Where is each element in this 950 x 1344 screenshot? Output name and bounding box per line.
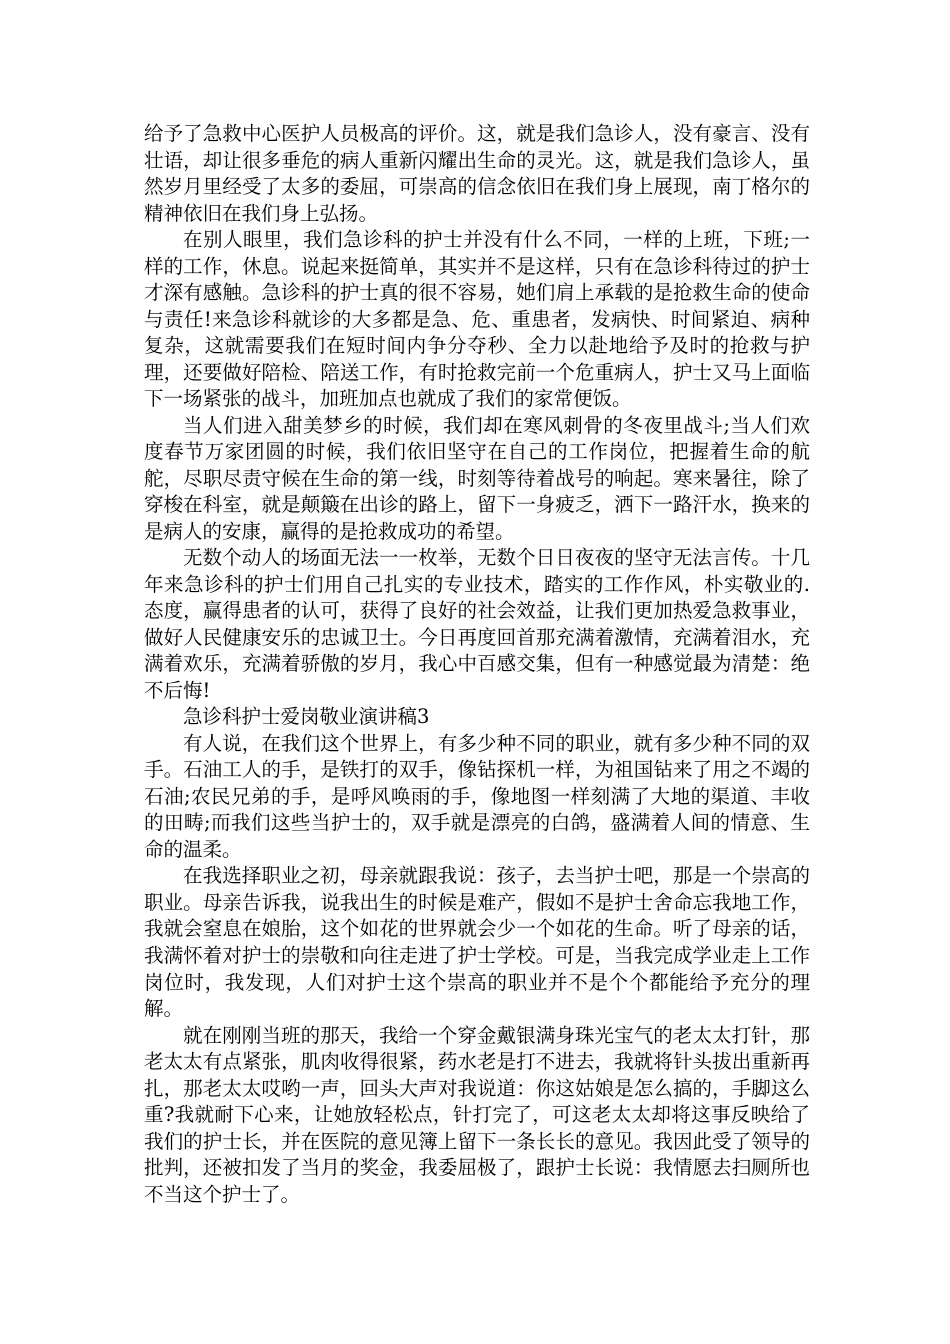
paragraph-1: 给予了急救中心医护人员极高的评价。这，就是我们急诊人，没有豪言、没有壮语，却让很多垂危的病人重新闪耀出生命的灵光。这，就是我们急诊人，虽然岁月里经受了太多的委屈，可崇高的信念依旧在我们身上展现，南丁格尔的精神依旧在我们身上弘扬。 bbox=[144, 122, 810, 225]
paragraph-2: 在别人眼里，我们急诊科的护士并没有什么不同，一样的上班，下班;一样的工作，休息。说起来挺简单，其实并不是这样，只有在急诊科待过的护士才深有感触。急诊科的护士真的很不容易，她们肩上承载的是抢救生命的使命与责任!来急诊科就诊的大多都是急、危、重患者，发病快、时间紧迫、病种复杂，这就需要我们在短时间内争分夺秒、全力以赴地给予及时的抢救与护理，还要做好陪检、陪送工作，有时抢救完前一个危重病人，护士又马上面临下一场紧张的战斗，加班加点也就成了我们的家常便饭。 bbox=[144, 228, 810, 411]
section-title: 急诊科护士爱岗敬业演讲稿3 bbox=[183, 705, 430, 729]
paragraph-6: 在我选择职业之初，母亲就跟我说：孩子，去当护士吧，那是一个崇高的职业。母亲告诉我，说我出生的时候是难产，假如不是护士舍命忘我地工作，我就会窒息在娘胎，这个如花的世界就会少一个如花的生命。听了母亲的话，我满怀着对护士的崇敬和向往走进了护士学校。可是，当我完成学业走上工作岗位时，我发现，人们对护士这个崇高的职业并不是个个都能给予充分的理解。 bbox=[144, 864, 810, 1021]
document-body bbox=[144, 121, 810, 1208]
paragraph-5: 有人说，在我们这个世界上，有多少种不同的职业，就有多少种不同的双手。石油工人的手，是铁打的双手，像钻探机一样，为祖国钻来了用之不竭的石油;农民兄弟的手，是呼风唤雨的手，像地图一样刻满了大地的渠道、丰收的田畴;而我们这些当护士的，双手就是漂亮的白鸽，盛满着人间的情意、生命的温柔。 bbox=[144, 731, 810, 861]
paragraph-3: 当人们进入甜美梦乡的时候，我们却在寒风刺骨的冬夜里战斗;当人们欢度春节万家团圆的时候，我们依旧坚守在自己的工作岗位，把握着生命的航舵，尽职尽责守候在生命的第一线，时刻等待着战号的响起。寒来暑往，除了穿梭在科室，就是颠簸在出诊的路上，留下一身疲乏，洒下一路汗水，换来的是病人的安康，赢得的是抢救成功的希望。 bbox=[144, 413, 810, 543]
paragraph-7: 就在刚刚当班的那天，我给一个穿金戴银满身珠光宝气的老太太打针，那老太太有点紧张，肌肉收得很紧，药水老是打不进去，我就将针头拔出重新再扎，那老太太哎哟一声，回头大声对我说道：你这姑娘是怎么搞的，手脚这么重?我就耐下心来，让她放轻松点，针打完了，可这老太太却将这事反映给了我们的护士长，并在医院的意见簿上留下一条长长的意见。我因此受了领导的批判，还被扣发了当月的奖金，我委屈极了，跟护士长说：我情愿去扫厕所也不当这个护士了。 bbox=[144, 1023, 810, 1206]
paragraph-4: 无数个动人的场面无法一一枚举，无数个日日夜夜的坚守无法言传。十几年来急诊科的护士们用自己扎实的专业技术，踏实的工作作风，朴实敬业的.态度，赢得患者的认可，获得了良好的社会效益，让我们更加热爱急救事业，做好人民健康安乐的忠诚卫士。今日再度回首那充满着激情，充满着泪水，充满着欢乐，充满着骄傲的岁月，我心中百感交集，但有一种感觉最为清楚：绝不后悔! bbox=[144, 546, 810, 702]
